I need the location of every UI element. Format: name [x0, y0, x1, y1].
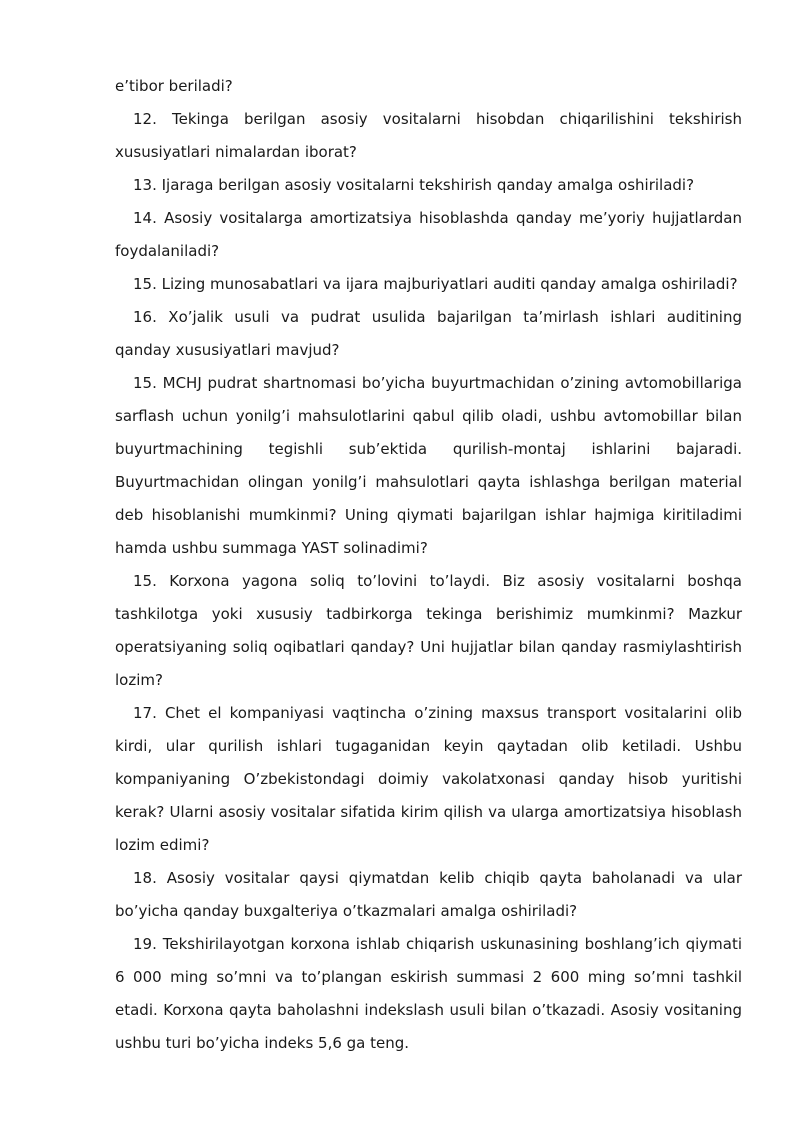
question-15-mchj: 15. MCHJ pudrat shartnomasi bo’yicha buyurtmachidan o’zining avtomobillariga sarflash uchun yonilg’i mahsulotlarini qabul qilib oladi, ushbu avtomobillar bilan buyurtmachining tegishli sub’ektida qurilish-montaj ishlarini bajaradi. Buyurtmachidan olingan yonilg’i mahsulotlari qayta ishlashga berilgan material deb hisoblanishi mumkinmi? Uning qiymati bajarilgan ishlar hajmiga kiritiladimi hamda ushbu summaga YAST solinadimi?: [115, 374, 742, 557]
paragraph-continuation: e’tibor beriladi?: [115, 77, 233, 95]
question-15-korxona: 15. Korxona yagona soliq to’lovini to’laydi. Biz asosiy vositalarni boshqa tashkilotga yoki xususiy tadbirkorga tekinga berishimiz mumkinmi? Mazkur operatsiyaning soliq oqibatlari qanday? Uni hujjatlar bilan qanday rasmiylashtirish lozim?: [115, 572, 742, 689]
question-17: 17. Chet el kompaniyasi vaqtincha o’zining maxsus transport vositalarini olib kirdi, ular qurilish ishlari tugaganidan keyin qaytadan olib ketiladi. Ushbu kompaniyaning O’zbekistondagi doimiy vakolatxonasi qanday hisob yuritishi kerak? Ularni asosiy vositalar sifatida kirim qilish va ularga amortizatsiya hisoblash lozim edimi?: [115, 704, 742, 854]
document-page: [115, 70, 742, 1060]
question-18: 18. Asosiy vositalar qaysi qiymatdan kelib chiqib qayta baholanadi va ular bo’yicha qanday buxgalteriya o’tkazmalari amalga oshiriladi?: [115, 869, 742, 920]
question-16: 16. Xo’jalik usuli va pudrat usulida bajarilgan ta’mirlash ishlari auditining qanday xususiyatlari mavjud?: [115, 308, 742, 359]
question-12: 12. Tekinga berilgan asosiy vositalarni hisobdan chiqarilishini tekshirish xususiyatlari nimalardan iborat?: [115, 110, 742, 161]
question-14: 14. Asosiy vositalarga amortizatsiya hisoblashda qanday me’yoriy hujjatlardan foydalaniladi?: [115, 209, 742, 260]
question-19: 19. Tekshirilayotgan korxona ishlab chiqarish uskunasining boshlang’ich qiymati 6 000 ming so’mni va to’plangan eskirish summasi 2 600 ming so’mni tashkil etadi. Korxona qayta baholashni indekslash usuli bilan o’tkazadi. Asosiy vositaning ushbu turi bo’yicha indeks 5,6 ga teng.: [115, 935, 742, 1052]
question-13: 13. Ijaraga berilgan asosiy vositalarni tekshirish qanday amalga oshiriladi?: [133, 176, 695, 194]
question-15-lizing: 15. Lizing munosabatlari va ijara majburiyatlari auditi qanday amalga oshiriladi?: [133, 275, 738, 293]
